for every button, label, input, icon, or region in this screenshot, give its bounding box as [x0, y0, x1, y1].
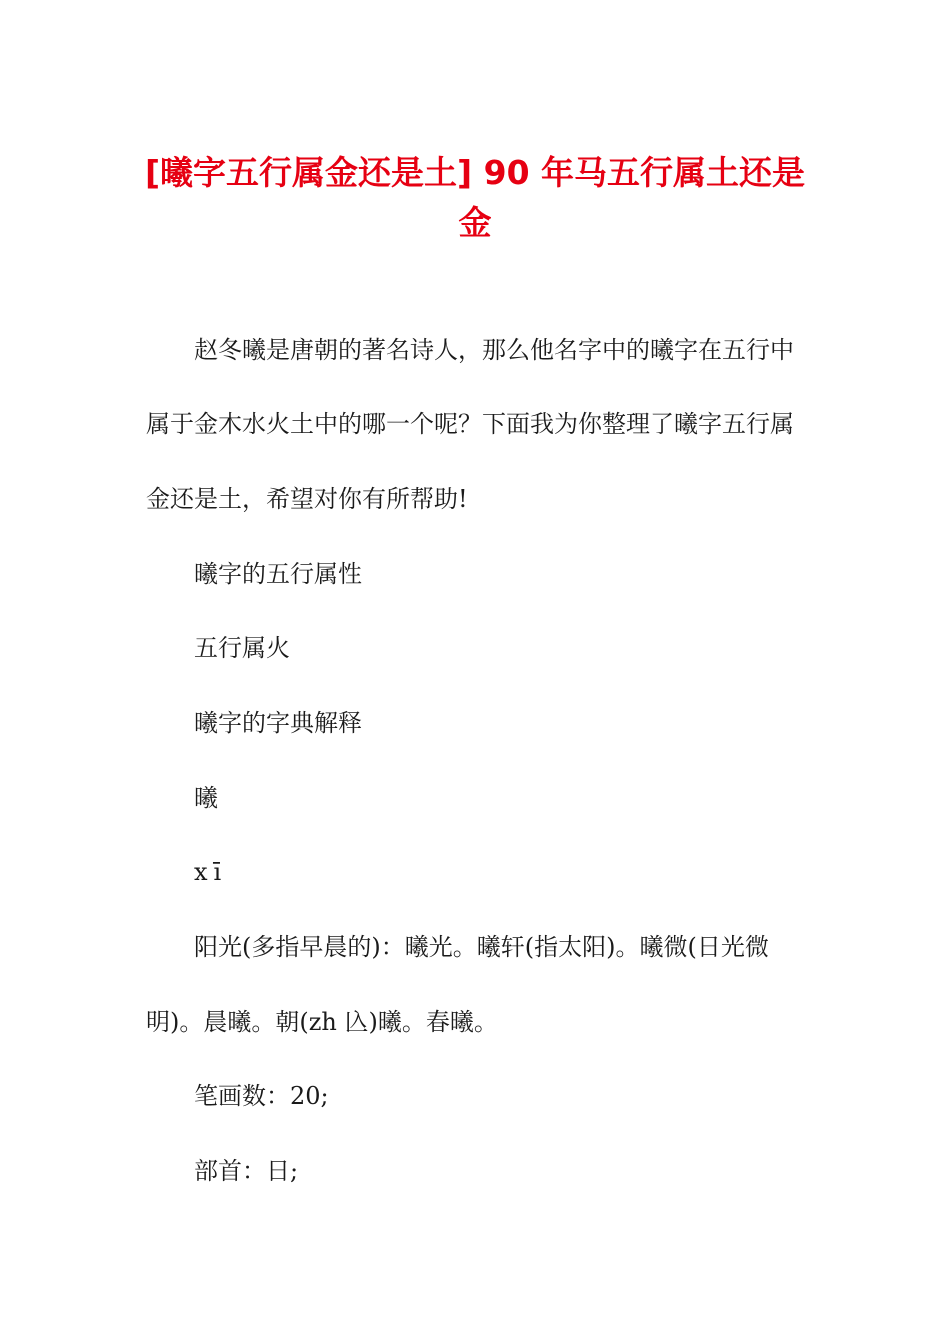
title-line-1: [曦字五行属金还是土] 90 年马五行属土还是: [144, 153, 806, 192]
definition-line-1: 阳光(多指早晨的)：曦光。曦轩(指太阳)。曦微(日光微: [194, 933, 769, 961]
character-entry: 曦: [194, 784, 218, 812]
definition-line-2: 明)。晨曦。朝(zh 兦)曦。春曦。: [146, 1008, 498, 1036]
radical: 部首：日;: [194, 1157, 299, 1185]
intro-line-3: 金还是土，希望对你有所帮助!: [146, 485, 468, 513]
intro-line-2: 属于金木水火土中的哪一个呢？下面我为你整理了曦字五行属: [146, 410, 794, 438]
intro-line-1: 赵冬曦是唐朝的著名诗人，那么他名字中的曦字在五行中: [194, 336, 794, 364]
heading-attribute: 曦字的五行属性: [194, 560, 362, 588]
title-line-2: 金: [458, 203, 492, 242]
stroke-count: 笔画数：20;: [194, 1082, 329, 1110]
attribute-value: 五行属火: [194, 634, 290, 662]
document-title: [120, 148, 830, 248]
pinyin: xī: [194, 858, 228, 886]
heading-dictionary: 曦字的字典解释: [194, 709, 362, 737]
